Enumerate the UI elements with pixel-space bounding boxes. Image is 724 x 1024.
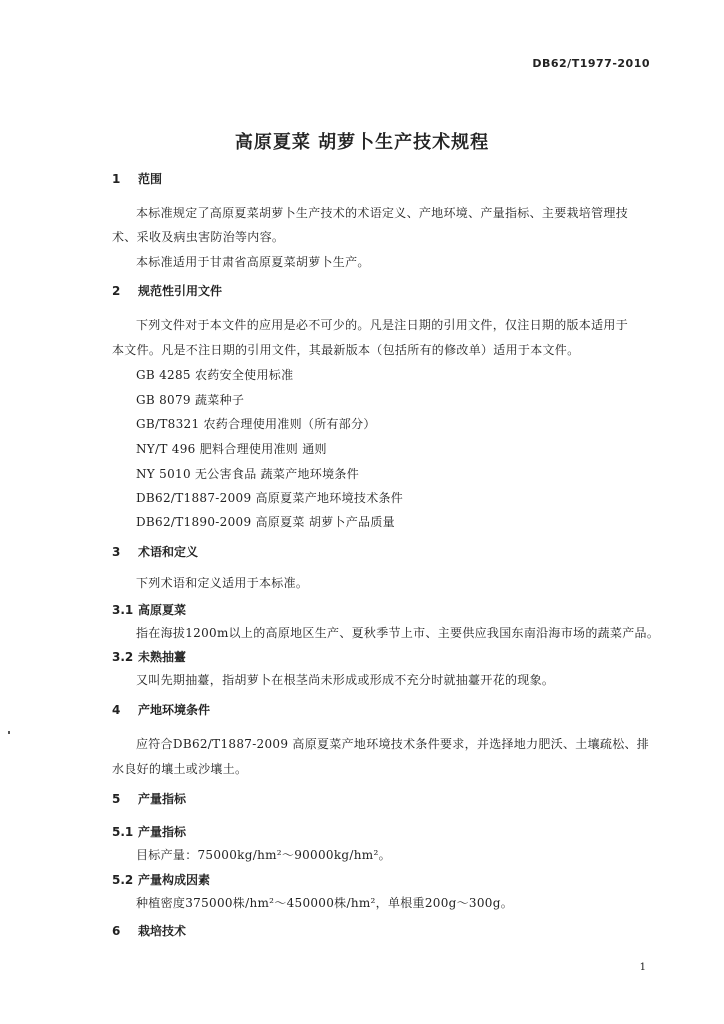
page-title: 高原夏菜 胡萝卜生产技术规程 xyxy=(234,132,490,153)
section-number: 2 xyxy=(112,284,121,298)
section-title: 栽培技术 xyxy=(138,924,187,938)
subsection-3-2-heading xyxy=(112,648,186,665)
section-title: 高原夏菜 xyxy=(138,603,187,617)
section-title: 产量构成因素 xyxy=(138,873,211,887)
paragraph: 指在海拔1200m以上的高原地区生产、夏秋季节上市、主要供应我国东南沿海市场的蔬菜产品。 xyxy=(136,626,660,640)
section-title: 术语和定义 xyxy=(138,545,199,559)
paragraph: 又叫先期抽薹，指胡萝卜在根茎尚未形成或形成不充分时就抽薹开花的现象。 xyxy=(136,673,555,687)
reference-item: NY 5010 无公害食品 蔬菜产地环境条件 xyxy=(136,467,360,481)
section-number: 5.1 xyxy=(112,825,134,839)
reference-item: GB 4285 农药安全使用标准 xyxy=(136,368,294,382)
section-number: 3.1 xyxy=(112,603,134,617)
reference-item: DB62/T1887-2009 高原夏菜产地环境技术条件 xyxy=(136,491,404,505)
section-title: 未熟抽薹 xyxy=(138,650,187,664)
paragraph: 目标产量：75000kg/hm²～90000kg/hm²。 xyxy=(136,848,391,862)
paragraph: 本文件。凡是不注日期的引用文件，其最新版本（包括所有的修改单）适用于本文件。 xyxy=(112,343,580,357)
section-title: 产量指标 xyxy=(138,792,187,806)
standard-code: DB62/T1977-2010 xyxy=(532,57,650,70)
reference-item: GB/T8321 农药合理使用准则（所有部分） xyxy=(136,417,376,431)
subsection-5-1-heading xyxy=(112,823,186,840)
scan-mark xyxy=(8,731,10,734)
reference-item: NY/T 496 肥料合理使用准则 通则 xyxy=(136,442,327,456)
section-number: 6 xyxy=(112,924,121,938)
paragraph: 术、采收及病虫害防治等内容。 xyxy=(112,230,285,244)
subsection-3-1-heading xyxy=(112,601,186,618)
paragraph: 下列文件对于本文件的应用是必不可少的。凡是注日期的引用文件，仅注日期的版本适用于 xyxy=(136,318,629,332)
paragraph: 本标准适用于甘肃省高原夏菜胡萝卜生产。 xyxy=(136,255,370,269)
subsection-5-2-heading xyxy=(112,871,210,888)
section-2-heading xyxy=(112,282,222,299)
paragraph: 水良好的壤土或沙壤土。 xyxy=(112,762,248,776)
section-title: 产地环境条件 xyxy=(138,703,211,717)
paragraph: 下列术语和定义适用于本标准。 xyxy=(136,576,309,590)
section-number: 5 xyxy=(112,792,121,806)
reference-item: GB 8079 蔬菜种子 xyxy=(136,393,245,407)
paragraph: 应符合DB62/T1887-2009 高原夏菜产地环境技术条件要求，并选择地力肥沃、土壤疏松、排 xyxy=(136,737,650,751)
page-number: 1 xyxy=(639,962,646,973)
paragraph: 本标准规定了高原夏菜胡萝卜生产技术的术语定义、产地环境、产量指标、主要栽培管理技 xyxy=(136,206,629,220)
section-4-heading xyxy=(112,701,210,718)
section-number: 4 xyxy=(112,703,121,717)
section-number: 3 xyxy=(112,545,121,559)
section-5-heading xyxy=(112,790,186,807)
paragraph: 种植密度375000株/hm²～450000株/hm²，单根重200g～300g。 xyxy=(136,896,514,910)
section-number: 5.2 xyxy=(112,873,134,887)
section-title: 规范性引用文件 xyxy=(138,284,223,298)
section-title: 产量指标 xyxy=(138,825,187,839)
section-title: 范围 xyxy=(138,172,163,186)
reference-item: DB62/T1890-2009 高原夏菜 胡萝卜产品质量 xyxy=(136,515,395,529)
section-number: 1 xyxy=(112,172,121,186)
section-3-heading xyxy=(112,543,198,560)
section-number: 3.2 xyxy=(112,650,134,664)
section-1-heading xyxy=(112,170,162,187)
section-6-heading xyxy=(112,922,186,939)
